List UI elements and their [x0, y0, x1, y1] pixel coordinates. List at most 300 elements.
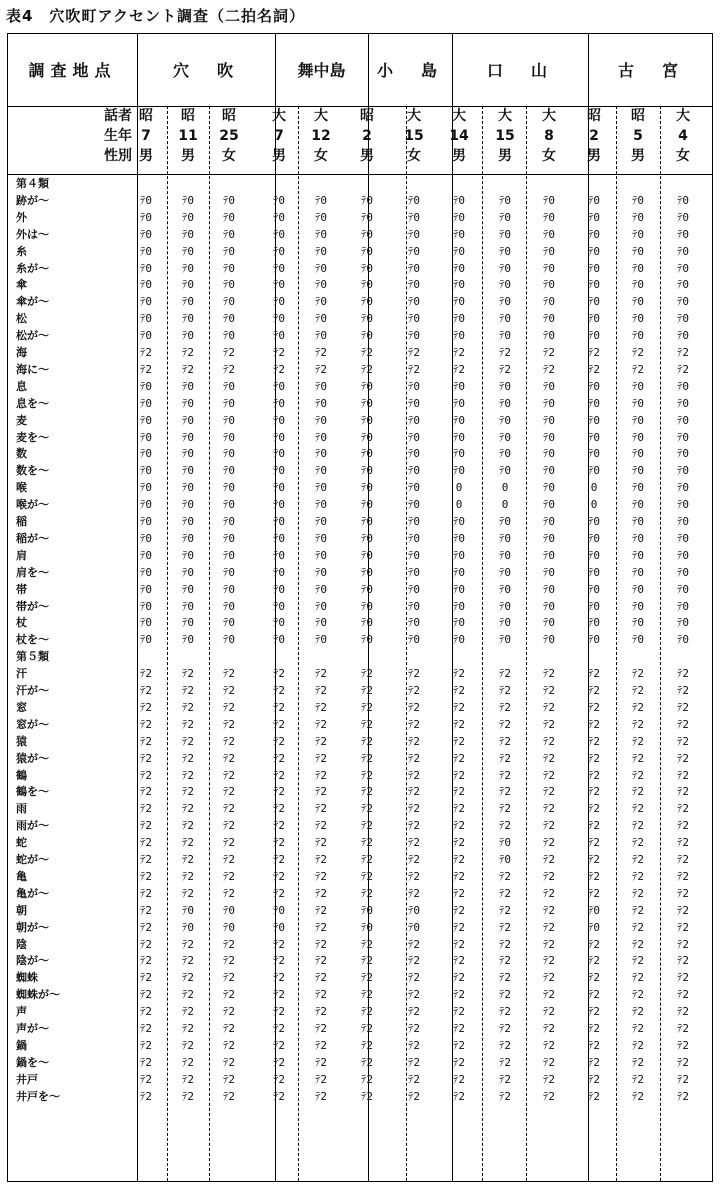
- accent-value: ﾃ2: [314, 954, 328, 968]
- accent-value: ﾃ0: [181, 498, 195, 512]
- accent-value: ﾃ0: [452, 633, 466, 647]
- accent-value: ﾃ2: [631, 785, 645, 799]
- accent-value: ﾃ0: [631, 464, 645, 478]
- accent-value: ﾃ0: [587, 193, 601, 207]
- accent-value: ﾃ0: [498, 515, 512, 528]
- column-divider: [616, 106, 617, 1181]
- accent-value: ﾃ2: [181, 717, 195, 731]
- accent-value: ﾃ2: [314, 903, 328, 917]
- accent-value: ﾃ0: [676, 531, 690, 545]
- accent-value: ﾃ2: [360, 836, 374, 850]
- speaker-label: 話者: [104, 108, 132, 124]
- accent-value: ﾃ0: [542, 278, 556, 292]
- accent-value: ﾃ0: [314, 599, 328, 613]
- accent-value: ﾃ2: [452, 903, 466, 917]
- accent-value: ﾃ0: [272, 193, 286, 207]
- accent-value: ﾃ2: [360, 869, 374, 883]
- accent-value: ﾃ0: [676, 278, 690, 292]
- accent-value: ﾃ0: [676, 413, 690, 427]
- accent-value: ﾃ2: [587, 362, 601, 376]
- accent-value: ﾃ2: [498, 886, 512, 900]
- accent-value: ﾃ2: [587, 785, 601, 799]
- accent-value: ﾃ2: [452, 346, 466, 359]
- accent-value: ﾃ0: [452, 447, 466, 461]
- accent-value: ﾃ0: [498, 531, 512, 545]
- row-label: 陰が～: [16, 954, 49, 968]
- accent-value: ﾃ2: [272, 819, 286, 833]
- accent-value: ﾃ0: [407, 633, 421, 647]
- row-label: 肩を～: [16, 565, 49, 579]
- accent-value: ﾃ0: [360, 261, 374, 275]
- speaker-year: 4: [678, 128, 688, 144]
- accent-value: ﾃ2: [676, 1072, 690, 1086]
- accent-value: ﾃ2: [498, 819, 512, 833]
- speaker-year: 5: [633, 128, 643, 144]
- row-label: 息を～: [16, 396, 49, 410]
- accent-value: ﾃ2: [542, 971, 556, 985]
- accent-value: ﾃ0: [360, 430, 374, 444]
- accent-value: ﾃ0: [222, 515, 236, 528]
- accent-value: ﾃ2: [222, 717, 236, 731]
- accent-value: ﾃ2: [272, 751, 286, 765]
- accent-value: ﾃ2: [272, 684, 286, 697]
- survey-location-label: 調査地点: [28, 61, 117, 80]
- accent-value: ﾃ0: [676, 582, 690, 596]
- accent-value: ﾃ2: [631, 717, 645, 731]
- accent-value: ﾃ2: [587, 667, 601, 681]
- accent-value: ﾃ2: [631, 886, 645, 900]
- column-divider: [526, 106, 527, 1181]
- accent-value: ﾃ0: [314, 464, 328, 478]
- accent-value: ﾃ2: [222, 1022, 236, 1035]
- accent-value: ﾃ0: [498, 278, 512, 292]
- accent-value: ﾃ0: [139, 447, 153, 461]
- accent-value: ﾃ2: [498, 988, 512, 1002]
- accent-value: ﾃ0: [542, 227, 556, 241]
- accent-value: ﾃ2: [631, 346, 645, 359]
- accent-value: ﾃ2: [542, 954, 556, 968]
- accent-value: ﾃ2: [360, 886, 374, 900]
- accent-value: ﾃ2: [314, 1022, 328, 1035]
- speaker-sex: 男: [272, 148, 286, 164]
- accent-value: ﾃ2: [542, 1089, 556, 1103]
- accent-value: ﾃ0: [139, 295, 153, 309]
- row-label: 糸: [16, 244, 27, 258]
- accent-value: ﾃ2: [587, 684, 601, 697]
- accent-value: ﾃ2: [631, 734, 645, 748]
- accent-value: ﾃ2: [139, 836, 153, 850]
- accent-value: ﾃ2: [272, 1038, 286, 1052]
- accent-value: ﾃ0: [360, 210, 374, 224]
- accent-value: ﾃ0: [360, 616, 374, 630]
- accent-value: ﾃ0: [452, 261, 466, 275]
- accent-value: ﾃ0: [272, 430, 286, 444]
- accent-value: ﾃ0: [542, 616, 556, 630]
- accent-value: ﾃ2: [676, 751, 690, 765]
- speaker-year: 12: [311, 128, 331, 144]
- accent-value: ﾃ2: [222, 734, 236, 748]
- accent-value: ﾃ0: [407, 329, 421, 343]
- row-label: 外: [16, 210, 27, 224]
- row-label: 猿が～: [16, 751, 49, 765]
- row-label: 糸が～: [16, 261, 49, 275]
- accent-value: ﾃ0: [314, 193, 328, 207]
- accent-value: ﾃ2: [452, 751, 466, 765]
- speaker-era: 大: [314, 108, 328, 124]
- accent-value: ﾃ0: [587, 616, 601, 630]
- accent-value: ﾃ2: [452, 920, 466, 934]
- accent-value: ﾃ0: [452, 193, 466, 207]
- accent-value: ﾃ2: [542, 802, 556, 816]
- accent-value: ﾃ0: [631, 531, 645, 545]
- accent-value: ﾃ2: [139, 954, 153, 968]
- row-label: 雨: [16, 802, 27, 816]
- accent-value: ﾃ2: [272, 1055, 286, 1069]
- accent-value: ﾃ0: [498, 836, 512, 850]
- accent-value: ﾃ0: [498, 430, 512, 444]
- speaker-era: 昭: [631, 108, 645, 124]
- accent-value: ﾃ0: [360, 396, 374, 410]
- accent-value: ﾃ0: [498, 565, 512, 579]
- accent-value: ﾃ2: [181, 768, 195, 782]
- accent-value: ﾃ0: [452, 244, 466, 258]
- accent-value: ﾃ0: [587, 312, 601, 326]
- accent-value: ﾃ0: [272, 582, 286, 596]
- accent-value: ﾃ2: [542, 853, 556, 866]
- accent-value: ﾃ2: [676, 1055, 690, 1069]
- accent-value: ﾃ2: [631, 920, 645, 934]
- accent-value: ﾃ2: [676, 819, 690, 833]
- accent-value: ﾃ2: [222, 346, 236, 359]
- accent-value: ﾃ0: [498, 548, 512, 562]
- accent-value: ﾃ2: [407, 853, 421, 866]
- accent-value: ﾃ0: [181, 633, 195, 647]
- accent-value: ﾃ0: [676, 329, 690, 343]
- accent-value: ﾃ0: [181, 616, 195, 630]
- accent-value: ﾃ0: [181, 447, 195, 461]
- accent-value: ﾃ2: [139, 988, 153, 1002]
- accent-value: ﾃ0: [452, 548, 466, 562]
- speaker-era: 昭: [139, 108, 153, 124]
- accent-value: ﾃ0: [452, 295, 466, 309]
- accent-value: ﾃ2: [407, 937, 421, 951]
- accent-value: ﾃ0: [139, 227, 153, 241]
- row-label: 喉: [16, 481, 27, 495]
- accent-value: ﾃ2: [222, 785, 236, 799]
- accent-value: ﾃ2: [139, 1038, 153, 1052]
- accent-value: ﾃ2: [139, 869, 153, 883]
- accent-value: ﾃ2: [676, 802, 690, 816]
- accent-value: ﾃ2: [498, 869, 512, 883]
- accent-value: ﾃ0: [452, 616, 466, 630]
- accent-value: ﾃ2: [542, 988, 556, 1002]
- column-divider: [482, 106, 483, 1181]
- accent-value: ﾃ2: [498, 1038, 512, 1052]
- accent-value: ﾃ2: [542, 717, 556, 731]
- row-label: 傘: [16, 278, 27, 292]
- accent-value: ﾃ2: [407, 751, 421, 765]
- speaker-year: 15: [404, 128, 424, 144]
- accent-value: ﾃ2: [314, 768, 328, 782]
- accent-value: ﾃ2: [498, 802, 512, 816]
- accent-value: ﾃ2: [222, 819, 236, 833]
- accent-value: ﾃ0: [222, 244, 236, 258]
- accent-value: ﾃ2: [222, 1005, 236, 1019]
- accent-value: ﾃ0: [407, 379, 421, 393]
- accent-value: ﾃ0: [452, 379, 466, 393]
- row-label: 跡が～: [16, 193, 49, 207]
- location-header: 小 島: [376, 61, 443, 80]
- accent-value: ﾃ2: [587, 802, 601, 816]
- accent-value: ﾃ0: [676, 261, 690, 275]
- accent-value: ﾃ2: [542, 886, 556, 900]
- accent-value: ﾃ0: [360, 582, 374, 596]
- accent-value: ﾃ2: [452, 869, 466, 883]
- accent-value: ﾃ0: [314, 616, 328, 630]
- row-label: 窓: [16, 700, 27, 714]
- accent-value: ﾃ2: [314, 1038, 328, 1052]
- accent-value: ﾃ0: [498, 396, 512, 410]
- accent-value: ﾃ0: [360, 447, 374, 461]
- speaker-sex: 男: [139, 148, 153, 164]
- accent-value: ﾃ0: [631, 295, 645, 309]
- accent-value: ﾃ0: [222, 210, 236, 224]
- accent-value: ﾃ0: [222, 413, 236, 427]
- accent-value: ﾃ2: [222, 1089, 236, 1103]
- accent-value: ﾃ0: [181, 413, 195, 427]
- accent-value: ﾃ2: [631, 700, 645, 714]
- accent-value: ﾃ2: [360, 988, 374, 1002]
- row-label: 声: [16, 1005, 27, 1019]
- accent-value: ﾃ0: [676, 210, 690, 224]
- accent-value: ﾃ2: [407, 717, 421, 731]
- accent-value: ﾃ0: [631, 312, 645, 326]
- accent-value: ﾃ2: [587, 700, 601, 714]
- accent-value: ﾃ2: [360, 768, 374, 782]
- accent-value: ﾃ2: [222, 362, 236, 376]
- accent-value: ﾃ0: [676, 633, 690, 647]
- accent-value: ﾃ0: [542, 447, 556, 461]
- row-label: 第４類: [16, 177, 49, 190]
- accent-value: ﾃ0: [222, 498, 236, 512]
- accent-value: ﾃ0: [407, 261, 421, 275]
- accent-value: ﾃ2: [222, 1055, 236, 1069]
- accent-value: ﾃ0: [139, 464, 153, 478]
- accent-value: ﾃ2: [631, 903, 645, 917]
- accent-value: ﾃ2: [139, 684, 153, 697]
- accent-value: ﾃ0: [631, 481, 645, 495]
- accent-value: ﾃ2: [407, 1072, 421, 1086]
- location-header: 舞中島: [297, 61, 346, 80]
- accent-value: ﾃ2: [542, 937, 556, 951]
- accent-value: ﾃ2: [181, 734, 195, 748]
- accent-value: ﾃ2: [631, 869, 645, 883]
- accent-value: ﾃ2: [272, 700, 286, 714]
- accent-value: ﾃ2: [314, 1089, 328, 1103]
- accent-value: ﾃ0: [452, 464, 466, 478]
- accent-value: ﾃ0: [498, 582, 512, 596]
- accent-value: ﾃ2: [587, 971, 601, 985]
- speaker-era: 昭: [587, 108, 601, 124]
- accent-value: ﾃ2: [222, 988, 236, 1002]
- accent-value: ﾃ0: [631, 565, 645, 579]
- accent-value: ﾃ2: [631, 1089, 645, 1103]
- accent-value: ﾃ2: [542, 768, 556, 782]
- accent-value: ﾃ0: [272, 244, 286, 258]
- accent-value: ﾃ0: [498, 210, 512, 224]
- accent-value: ﾃ0: [272, 210, 286, 224]
- accent-value: ﾃ0: [272, 413, 286, 427]
- accent-value: ﾃ2: [676, 362, 690, 376]
- row-label: 窓が～: [16, 717, 49, 731]
- accent-value: ﾃ0: [498, 312, 512, 326]
- speaker-sex: 女: [542, 148, 556, 164]
- accent-value: ﾃ2: [139, 819, 153, 833]
- accent-value: ﾃ0: [676, 227, 690, 241]
- speaker-year: 2: [362, 128, 372, 144]
- accent-value: ﾃ2: [631, 802, 645, 816]
- accent-value: ﾃ0: [542, 531, 556, 545]
- speaker-sex: 男: [587, 148, 601, 164]
- accent-value: ﾃ0: [272, 396, 286, 410]
- accent-value: ﾃ0: [542, 599, 556, 613]
- row-label: 蜘蛛が～: [16, 988, 60, 1002]
- accent-value: ﾃ2: [676, 954, 690, 968]
- accent-value: ﾃ0: [676, 244, 690, 258]
- row-label: 帯: [16, 582, 27, 596]
- accent-value: ﾃ2: [360, 937, 374, 951]
- row-label: 傘が～: [16, 295, 49, 309]
- accent-value: ﾃ0: [498, 413, 512, 427]
- accent-value: ﾃ2: [222, 886, 236, 900]
- accent-value: ﾃ2: [407, 1022, 421, 1035]
- accent-value: ﾃ2: [181, 785, 195, 799]
- accent-value: ﾃ2: [631, 1038, 645, 1052]
- accent-value: ﾃ0: [542, 548, 556, 562]
- accent-value: ﾃ2: [181, 819, 195, 833]
- accent-value: ﾃ0: [452, 599, 466, 613]
- accent-value: ﾃ2: [272, 362, 286, 376]
- accent-value: ﾃ0: [272, 920, 286, 934]
- accent-value: ﾃ0: [676, 430, 690, 444]
- accent-value: ﾃ2: [542, 1022, 556, 1035]
- accent-value: ﾃ0: [631, 210, 645, 224]
- accent-value: ﾃ2: [587, 768, 601, 782]
- accent-value: ﾃ0: [181, 565, 195, 579]
- speaker-sex: 女: [222, 148, 236, 164]
- accent-value: ﾃ2: [452, 971, 466, 985]
- row-label: 麦を～: [16, 430, 49, 444]
- accent-value: ﾃ2: [360, 362, 374, 376]
- accent-value: ﾃ0: [407, 498, 421, 512]
- row-label: 汗が～: [16, 684, 49, 697]
- accent-value: ﾃ2: [498, 667, 512, 681]
- accent-value: ﾃ0: [631, 447, 645, 461]
- accent-value: ﾃ2: [139, 1005, 153, 1019]
- accent-value: ﾃ0: [139, 548, 153, 562]
- accent-value: ﾃ0: [222, 531, 236, 545]
- accent-value: ﾃ0: [587, 464, 601, 478]
- accent-value: ﾃ2: [222, 937, 236, 951]
- accent-value: ﾃ0: [222, 447, 236, 461]
- accent-value: ﾃ2: [360, 971, 374, 985]
- accent-value: ﾃ0: [542, 329, 556, 343]
- accent-value: ﾃ2: [587, 886, 601, 900]
- accent-value: ﾃ2: [631, 1072, 645, 1086]
- accent-value: ﾃ0: [587, 599, 601, 613]
- accent-value: ﾃ0: [676, 498, 690, 512]
- accent-value: 0: [501, 498, 509, 512]
- accent-value: ﾃ0: [452, 565, 466, 579]
- accent-value: ﾃ2: [314, 700, 328, 714]
- row-label: 第５類: [16, 650, 49, 664]
- accent-value: ﾃ2: [272, 1005, 286, 1019]
- accent-value: ﾃ0: [314, 498, 328, 512]
- accent-value: ﾃ2: [139, 734, 153, 748]
- accent-value: ﾃ2: [272, 886, 286, 900]
- accent-value: ﾃ0: [587, 210, 601, 224]
- speaker-year: 7: [274, 128, 284, 144]
- accent-value: ﾃ2: [360, 734, 374, 748]
- accent-value: ﾃ2: [676, 937, 690, 951]
- accent-value: ﾃ0: [407, 210, 421, 224]
- accent-value: ﾃ0: [222, 599, 236, 613]
- accent-value: ﾃ2: [587, 1055, 601, 1069]
- accent-value: ﾃ0: [222, 396, 236, 410]
- accent-value: ﾃ0: [452, 227, 466, 241]
- accent-value: ﾃ0: [542, 498, 556, 512]
- accent-value: ﾃ0: [542, 565, 556, 579]
- accent-value: ﾃ0: [181, 464, 195, 478]
- accent-value: ﾃ0: [587, 430, 601, 444]
- accent-value: ﾃ2: [407, 768, 421, 782]
- accent-value: ﾃ0: [587, 379, 601, 393]
- accent-value: ﾃ0: [360, 312, 374, 326]
- accent-value: ﾃ0: [314, 548, 328, 562]
- accent-value: ﾃ2: [631, 362, 645, 376]
- accent-value: ﾃ2: [587, 819, 601, 833]
- speaker-era: 大: [498, 108, 512, 124]
- accent-value: ﾃ0: [631, 278, 645, 292]
- accent-value: ﾃ0: [181, 920, 195, 934]
- accent-value: ﾃ0: [587, 565, 601, 579]
- accent-value: ﾃ2: [498, 362, 512, 376]
- accent-value: ﾃ0: [587, 582, 601, 596]
- accent-value: ﾃ0: [676, 295, 690, 309]
- accent-value: ﾃ0: [498, 261, 512, 275]
- accent-value: ﾃ0: [222, 329, 236, 343]
- row-label: 朝が～: [16, 920, 49, 934]
- accent-value: ﾃ0: [272, 498, 286, 512]
- accent-value: ﾃ0: [360, 379, 374, 393]
- accent-value: ﾃ2: [587, 346, 601, 359]
- accent-value: ﾃ0: [407, 920, 421, 934]
- accent-value: ﾃ2: [314, 836, 328, 850]
- speaker-sex: 男: [360, 148, 374, 164]
- accent-value: ﾃ2: [272, 954, 286, 968]
- accent-value: ﾃ2: [181, 1072, 195, 1086]
- accent-value: ﾃ2: [139, 937, 153, 951]
- accent-value: 0: [501, 481, 509, 495]
- accent-value: ﾃ0: [407, 582, 421, 596]
- accent-value: ﾃ2: [407, 819, 421, 833]
- speaker-era: 大: [542, 108, 556, 124]
- accent-value: ﾃ2: [360, 700, 374, 714]
- accent-value: ﾃ0: [631, 379, 645, 393]
- accent-value: ﾃ2: [407, 667, 421, 681]
- accent-value: ﾃ2: [542, 869, 556, 883]
- accent-value: ﾃ2: [452, 853, 466, 866]
